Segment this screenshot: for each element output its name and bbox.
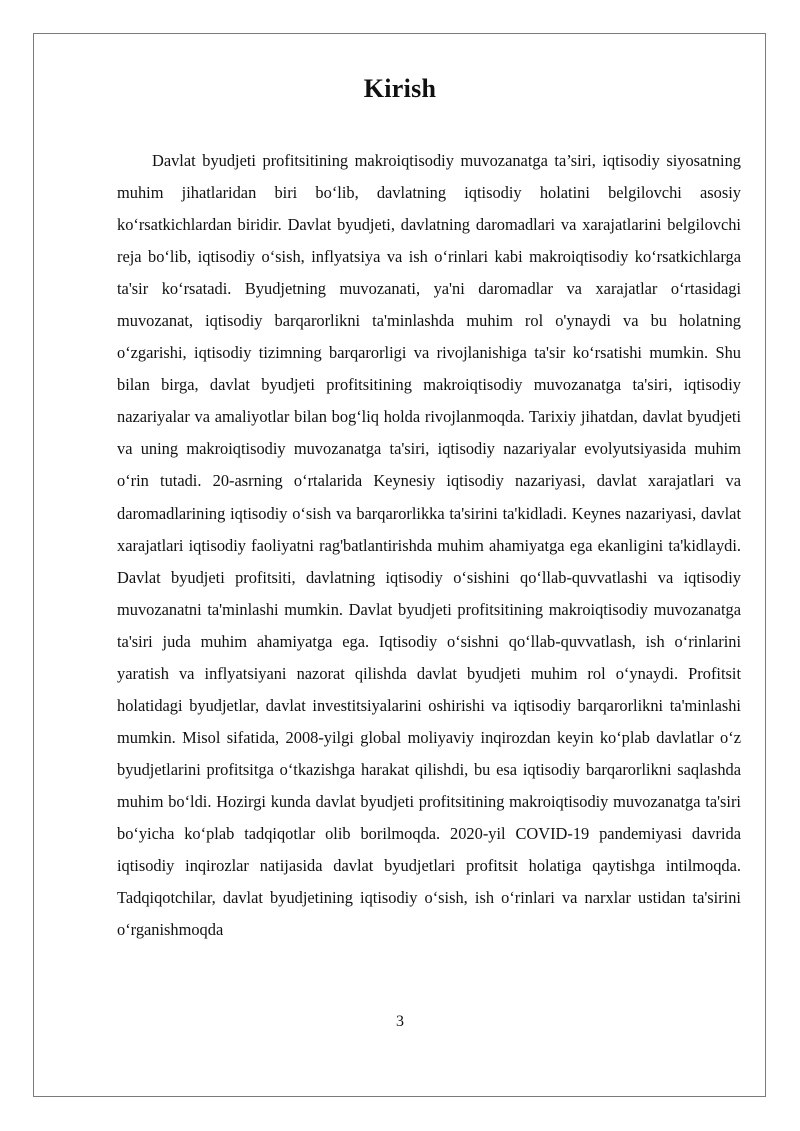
- page-number: 3: [396, 1013, 404, 1030]
- page-title: Kirish: [363, 74, 437, 103]
- body-paragraph: Davlat byudjeti profitsitining makroiqtisodiy muvozanatga ta’siri, iqtisodiy siyosatning muhim jihatlaridan biri bo‘lib, davlatning iqtisodiy holatini belgilovchi asosiy ko‘rsatkichlardan biridir. Davlat byudjeti, davlatning daromadlari va xarajatlarini belgilovchi reja bo‘lib, iqtisodiy o‘sish, inflyatsiya va ish o‘rinlari kabi makroiqtisodiy ko‘rsatkichlarga ta'sir ko‘rsatadi. Byudjetning muvozanati, ya'ni daromadlar va xarajatlar o‘rtasidagi muvozanat, iqtisodiy barqarorlikni ta'minlashda muhim rol o'ynaydi va bu holatning o‘zgarishi, iqtisodiy tizimning barqarorligi va rivojlanishiga ta'sir ko‘rsatishi mumkin. Shu bilan birga, davlat byudjeti profitsitining makroiqtisodiy muvozanatga ta'siri, iqtisodiy nazariyalar va amaliyotlar bilan bog‘liq holda rivojlanmoqda. Tarixiy jihatdan, davlat byudjeti va uning makroiqtisodiy muvozanatga ta'siri, iqtisodiy nazariyalar evolyutsiyasida muhim o‘rin tutadi. 20-asrning o‘rtalarida Keynesiy iqtisodiy nazariyasi, davlat xarajatlari va daromadlarining iqtisodiy o‘sish va barqarorlikka ta'sirini ta'kidladi. Keynes nazariyasi, davlat xarajatlari iqtisodiy faoliyatni rag'batlantirishda muhim ahamiyatga ega ekanligini ta'kidlaydi. Davlat byudjeti profitsiti, davlatning iqtisodiy o‘sishini qo‘llab-quvvatlashi va iqtisodiy muvozanatni ta'minlashi mumkin. Davlat byudjeti profitsitining makroiqtisodiy muvozanatga ta'siri juda muhim ahamiyatga ega. Iqtisodiy o‘sishni qo‘llab-quvvatlash, ish o‘rinlarini yaratish va inflyatsiyani nazorat qilishda davlat byudjeti muhim rol o‘ynaydi. Profitsit holatidagi byudjetlar, davlat investitsiyalarini oshirishi va iqtisodiy barqarorlikni ta'minlashi mumkin. Misol sifatida, 2008-yilgi global moliyaviy inqirozdan keyin ko‘plab davlatlar o‘z byudjetlarini profitsitga o‘tkazishga harakat qilishdi, bu esa iqtisodiy barqarorlikni saqlashda muhim bo‘ldi. Hozirgi kunda davlat byudjeti profitsitining makroiqtisodiy muvozanatga ta'siri bo‘yicha ko‘plab tadqiqotlar olib borilmoqda. 2020-yil COVID-19 pandemiyasi davrida iqtisodiy inqirozlar natijasida davlat byudjetlari profitsit holatiga qaytishga intilmoqda. Tadqiqotchilar, davlat byudjetining iqtisodiy o‘sish, ish o‘rinlari va narxlar ustidan ta'sirini o‘rganishmoqda: [117, 151, 741, 940]
